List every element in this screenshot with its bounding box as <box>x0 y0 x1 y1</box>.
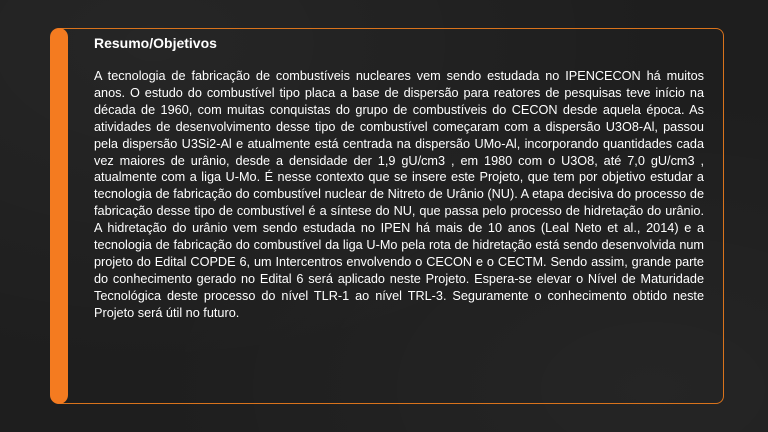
accent-bar <box>50 28 68 404</box>
paragraph-text-part1: A tecnologia de fabricação de combustíveis nucleares vem sendo estudada no IPENCECON há muitos anos. O estudo do combustível tipo placa a base de dispersão para reatores de pesquisas teve início na década de 1960, com muitas conquistas do grupo de combustíveis do CECON desde aquela época. As atividades de desenvolvimento desse tipo de combustível começaram com a dispersão U3O8-Al, passou pela dispersão U3Si2-Al e atualmente está centrada na dispersão UMo-Al, incorporando quantidades cada vez maiores de urânio, desde a densidade der 1,9 gU/cm3 , em 1980 com o U3O8, até 7,0 gU/cm3 , atualmente com a liga U-Mo. É nesse contexto que se insere este Projeto, que tem por objetivo estudar a tecnologia de fabricação do combustível nuclear de Nitreto de Urânio (NU). A etapa decisiva do processo de fabricação desse tipo de combustível é a síntese do NU, que passa pelo processo de hidretação do urânio. A hidretação do urânio vem sendo estudada no IPEN há mais de 10 anos (Leal Neto et al., 2014) e a tecnologia de fabricação do combustível da liga U-Mo pela rota de hidretação está sendo <box>94 69 704 253</box>
paragraph-text-part2: desenvolvida num projeto do Edital COPDE 6, um Intercentros envolvendo o CECON e o CECTM. Sendo assim, grande parte do conhecimento gerado no Edital 6 será aplicado neste Projeto. Espera-se elevar o Nível de Maturidade Tecnológica deste processo do nível TLR-1 ao <box>94 238 704 303</box>
slide-heading: Resumo/Objetivos <box>94 35 217 51</box>
slide-content <box>94 34 704 322</box>
slide-paragraph <box>94 68 704 322</box>
paragraph-text-part3: nível TRL-3. Seguramente o conhecimento obtido neste Projeto será útil no futuro. <box>94 288 705 320</box>
